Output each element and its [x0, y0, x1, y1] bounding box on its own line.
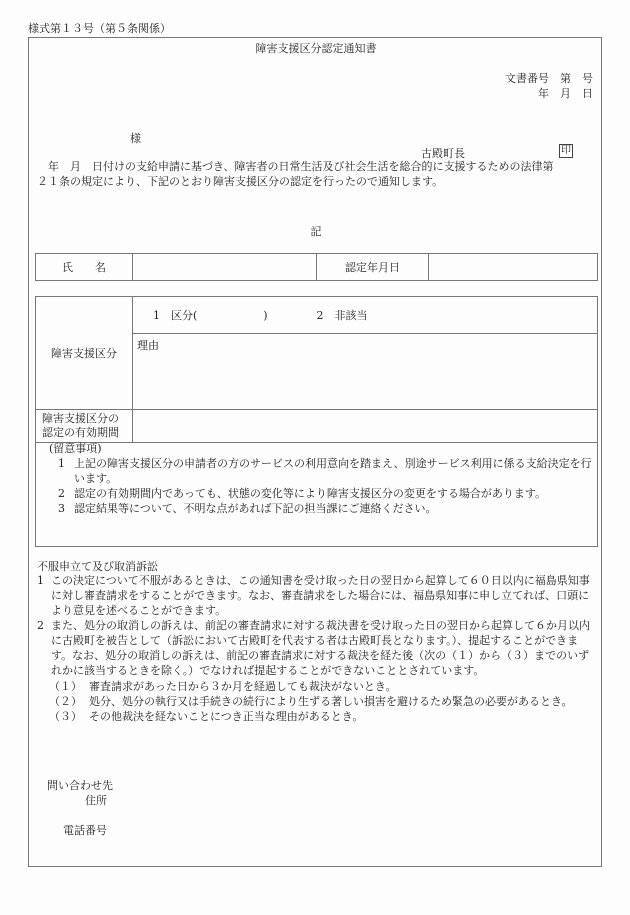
seal-mark: 印 [561, 145, 571, 156]
reason-label: 理由 [137, 339, 159, 352]
notes-box [35, 423, 598, 547]
appeal-sub-item [49, 708, 363, 724]
contact-block [47, 778, 113, 838]
reason-field[interactable] [133, 334, 598, 410]
appeal-text: この決定について不服があるときは、この通知書を受け取った日の翌日から起算して６０日以内に福島県知事に対し審査請求をすることができます。なお、審査請求をした場合には、福島県知事に申し立てれば、口頭により意見を述べることができます。 [51, 574, 590, 617]
note-number: 2 [58, 487, 65, 500]
document-title: 障害支援区分認定通知書 [255, 42, 377, 55]
notice-body-line: 年 月 日付けの支給申請に基づき、障害者の日常生活及び社会生活を総合的に支援するための法律第 [37, 160, 554, 173]
addressee-suffix: 様 [130, 132, 141, 145]
appeal-number: 1 [37, 574, 44, 587]
note-item [58, 486, 598, 501]
note-text: 上記の障害支援区分の申請者の方のサービスの利用意向を踏まえ、別途サービス利用に係る支給決定を行います。 [74, 457, 592, 485]
sub-text: 審査請求があった日から３か月を経過しても裁決がないとき。 [89, 680, 397, 693]
ki-heading: 記 [310, 225, 322, 238]
sub-number: （２） [49, 695, 82, 708]
phone-label: 電話番号 [63, 824, 107, 837]
document-frame [28, 37, 602, 867]
address-label: 住所 [85, 794, 107, 807]
certification-date-field[interactable] [429, 254, 598, 281]
document-number: 文書番号 第 号 [505, 72, 593, 85]
sub-text: その他裁決を経ないことにつき正当な理由があるとき。 [89, 710, 364, 723]
name-date-table [35, 253, 598, 281]
certification-date-label: 認定年月日 [317, 254, 429, 281]
support-category-table [35, 296, 598, 443]
note-number: 1 [58, 457, 65, 470]
form-number-label: 様式第１３号（第５条関係） [28, 22, 171, 35]
note-item [58, 456, 598, 486]
option-not-applicable[interactable]: 2 非該当 [316, 309, 368, 322]
note-number: 3 [58, 502, 65, 515]
document-date: 年 月 日 [538, 87, 593, 100]
appeal-sub-item [49, 693, 573, 709]
note-text: 認定の有効期間内であっても、状態の変化等により障害支援区分の変更をする場合があります。 [74, 487, 547, 500]
appeal-title: 不服申立て及び取消訴訟 [37, 560, 158, 573]
note-text: 認定結果等について、不明な点があれば下記の担当課にご連絡ください。 [74, 502, 437, 515]
appeal-item [37, 618, 599, 678]
validity-label-line: 認定の有効期間 [42, 426, 119, 439]
sub-number: （３） [49, 710, 82, 723]
appeal-text: また、処分の取消しの訴えは、前記の審査請求に対する裁決書を受け取った日の翌日から起算して６か月以内に古殿町を被告として（訴訟において古殿町を代表する者は古殿町長となります。）、提起することができます。なお、処分の取消しの訴えは、前記の審査請求に対する裁決を経た後（次の（１）から（３）までのいずれかに該当するときを除く。）でなければ提起することができないこととされています。 [51, 619, 590, 677]
category-label: 障害支援区分 [36, 297, 133, 410]
name-label: 氏 名 [36, 254, 133, 281]
sub-text: 処分、処分の執行又は手続きの続行により生ずる著しい損害を避けるため緊急の必要があるとき。 [89, 695, 573, 708]
name-field[interactable] [133, 254, 317, 281]
category-options [133, 297, 598, 334]
contact-label: 問い合わせ先 [47, 779, 113, 792]
validity-label-line: 障害支援区分の [42, 412, 119, 425]
issuer-name: 古殿町長 [421, 147, 465, 160]
sub-number: （１） [49, 680, 82, 693]
option-category[interactable]: 1 区分( ) [153, 309, 268, 322]
appeal-item [37, 573, 599, 618]
note-item [58, 501, 598, 516]
notice-body [37, 159, 597, 189]
notes-title: (留意事項) [49, 442, 102, 455]
notice-body-line: ２１条の規定により、下記のとおり障害支援区分の認定を行ったので通知します。 [37, 175, 444, 188]
appeal-number: 2 [37, 619, 44, 632]
appeal-sub-item [49, 678, 396, 694]
